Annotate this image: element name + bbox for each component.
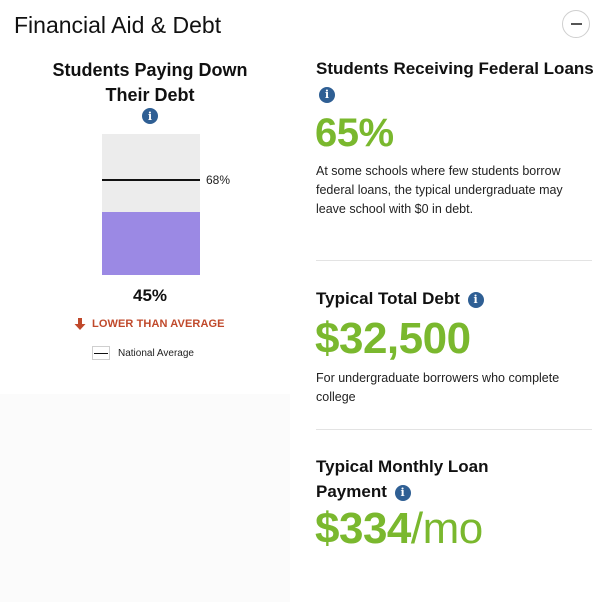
- federal-loans-description: At some schools where few students borrow federal loans, the typical undergraduate may leave school with $0 in debt.: [316, 164, 563, 216]
- minus-icon: [571, 23, 582, 25]
- federal-loans-value: 65%: [315, 111, 394, 155]
- chart-legend: [92, 346, 194, 360]
- monthly-payment-unit: /mo: [410, 504, 483, 553]
- debt-paydown-title: Students Paying Down Their Debt: [52, 60, 248, 105]
- comparison-label: LOWER THAN AVERAGE: [92, 318, 225, 330]
- monthly-payment-title-text: Typical Monthly Loan Payment: [316, 457, 489, 501]
- debt-paydown-bar: [102, 134, 200, 275]
- info-icon[interactable]: i: [395, 485, 411, 501]
- legend-label: National Average: [118, 347, 194, 359]
- empty-panel: [0, 394, 290, 602]
- monthly-payment-amount: $334: [315, 504, 411, 553]
- federal-loans-title: [316, 56, 596, 106]
- national-average-line: [102, 179, 200, 181]
- debt-stats-panel: [300, 48, 600, 602]
- debt-paydown-bar-fill: [102, 212, 200, 275]
- national-average-legend-swatch: [92, 346, 110, 360]
- info-icon[interactable]: i: [319, 87, 335, 103]
- total-debt-value: $32,500: [315, 314, 471, 363]
- divider: [316, 429, 592, 430]
- info-icon[interactable]: i: [468, 292, 484, 308]
- federal-loans-title-text: Students Receiving Federal Loans: [316, 59, 594, 78]
- comparison-indicator: [73, 317, 225, 331]
- section-title: Financial Aid & Debt: [14, 12, 222, 38]
- info-icon[interactable]: i: [142, 108, 158, 124]
- debt-paydown-value: 45%: [132, 286, 168, 305]
- total-debt-description: For undergraduate borrowers who complete college: [316, 371, 560, 404]
- monthly-payment-title: [316, 454, 556, 504]
- total-debt-title: [316, 286, 484, 311]
- monthly-payment-value: [315, 504, 483, 554]
- national-average-value: 68%: [206, 173, 231, 187]
- divider: [316, 260, 592, 261]
- arrow-down-icon: [73, 317, 87, 331]
- total-debt-title-text: Typical Total Debt: [316, 289, 460, 308]
- debt-paydown-panel: [0, 48, 290, 394]
- collapse-button[interactable]: [562, 10, 590, 38]
